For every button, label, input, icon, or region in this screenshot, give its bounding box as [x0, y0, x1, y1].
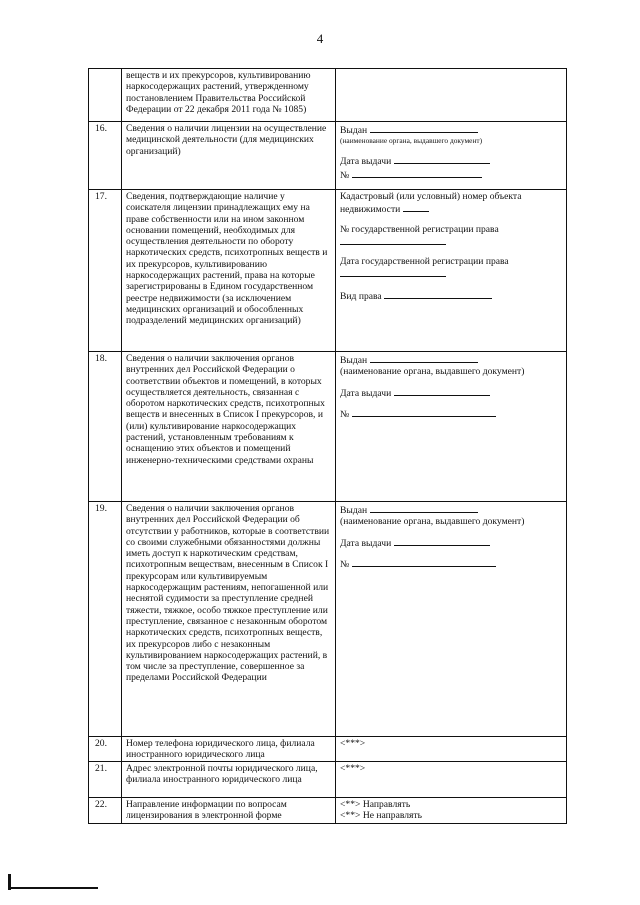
row-number: 21. [89, 761, 122, 797]
right-type-label: Вид права [340, 290, 382, 302]
number-label: № [340, 169, 350, 181]
date-field[interactable] [394, 386, 490, 396]
row-number: 16. [89, 122, 122, 190]
row-description: Сведения, подтверждающие наличие у соискателя лицензии принадлежащих ему на праве собственности или на ином законном основании помещений, необходимых для осуществления деятельности по обороту наркотических средств, психотропных веществ и их прекурсоров, культивированию наркосодержащих растений, права на которые зарегистрированы в Едином государственном реестре недвижимости (за исключением медицинских организаций и обособленных подразделений медицинских организаций) [122, 190, 336, 352]
row-description: Адрес электронной почты юридического лица, филиала иностранного юридического лица [122, 761, 336, 797]
number-label: № [340, 558, 350, 570]
number-field[interactable] [352, 407, 496, 417]
row-value-cell [336, 190, 567, 352]
table-row [89, 797, 567, 823]
row-value-cell [336, 352, 567, 502]
row-description: Сведения о наличии заключения органов внутренних дел Российской Федерации об отсутствии у работников, которые в соответствии со своими служебными обязанностями должны иметь доступ к наркотическим средствам, психотропным веществам, внесенным в Список I прекурсорам или культивируемым наркосодержащим растениям, непогашенной или неснятой судимости за преступление средней тяжести, тяжкое, особо тяжкое преступление или преступление, связанное с незаконным оборотом наркотических средств, психотропных веществ, их прекурсоров либо с незаконным культивированием наркосодержащих растений, в том числе за преступление, совершенное за пределами Российской Федерации [122, 502, 336, 737]
registration-date-field[interactable] [340, 267, 446, 277]
row-description: Номер телефона юридического лица, филиала иностранного юридического лица [122, 737, 336, 762]
table-row [89, 502, 567, 737]
row-description: веществ и их прекурсоров, культивированию наркосодержащих растений, утвержденному постановлением Правительства Российской Федерации от 22 декабря 2011 года № 1085) [122, 69, 336, 122]
date-field[interactable] [394, 536, 490, 546]
row-description: Направление информации по вопросам лицензирования в электронной форме [122, 797, 336, 823]
row-number: 20. [89, 737, 122, 762]
date-label: Дата выдачи [340, 387, 392, 399]
issuer-note: (наименование органа, выдавшего документ) [340, 366, 525, 378]
row-number: 22. [89, 797, 122, 823]
row-number: 19. [89, 502, 122, 737]
table-row [89, 69, 567, 122]
license-application-table [88, 68, 567, 824]
table-row [89, 352, 567, 502]
date-label: Дата выдачи [340, 537, 392, 549]
number-field[interactable] [352, 168, 482, 178]
phone-value: <***> [336, 737, 567, 762]
row-number: 18. [89, 352, 122, 502]
table-row [89, 761, 567, 797]
scan-corner-mark [8, 884, 98, 890]
issuer-note: (наименование органа, выдавшего документ) [340, 516, 525, 528]
number-label: № [340, 408, 350, 420]
issued-label: Выдан [340, 355, 368, 366]
date-label: Дата выдачи [340, 156, 392, 168]
registration-number-field[interactable] [340, 235, 446, 245]
issuer-field[interactable] [370, 503, 478, 513]
row-description: Сведения о наличии заключения органов внутренних дел Российской Федерации о соответствии объектов и помещений, в которых осуществляется деятельность, связанная с оборотом наркотических средств, психотропных веществ и внесенных в Список I прекурсоров, и (или) культивирование наркосодержащих растений, установленным требованиям к оснащению этих объектов и помещений инженерно-техническими средствами охраны [122, 352, 336, 502]
cadastral-field[interactable] [403, 202, 429, 212]
option-send[interactable]: <**> Направлять [340, 798, 411, 810]
registration-date-label: Дата государственной регистрации права [340, 256, 509, 268]
table-row [89, 737, 567, 762]
row-value-cell [336, 797, 567, 823]
issued-label: Выдан [340, 505, 368, 516]
row-description: Сведения о наличии лицензии на осуществление медицинской деятельности (для медицинских организаций) [122, 122, 336, 190]
table-row [89, 122, 567, 190]
row-value-cell [336, 502, 567, 737]
row-number-cell [89, 69, 122, 122]
number-field[interactable] [352, 557, 496, 567]
issuer-field[interactable] [370, 353, 478, 363]
issued-label: Выдан [340, 125, 368, 136]
date-field[interactable] [394, 154, 490, 164]
row-value-cell [336, 69, 567, 122]
page-number: 4 [316, 31, 324, 46]
issuer-note: (наименование органа, выдавшего документ) [340, 136, 483, 146]
right-type-field[interactable] [384, 289, 492, 299]
issuer-field[interactable] [370, 123, 478, 133]
row-number: 17. [89, 190, 122, 352]
email-value: <***> [336, 761, 567, 797]
row-value-cell [336, 122, 567, 190]
cadastral-label: Кадастровый (или условный) номер объекта недвижимости [340, 191, 522, 216]
table-row [89, 190, 567, 352]
registration-number-label: № государственной регистрации права [340, 223, 499, 235]
option-do-not-send[interactable]: <**> Не направлять [340, 809, 423, 821]
